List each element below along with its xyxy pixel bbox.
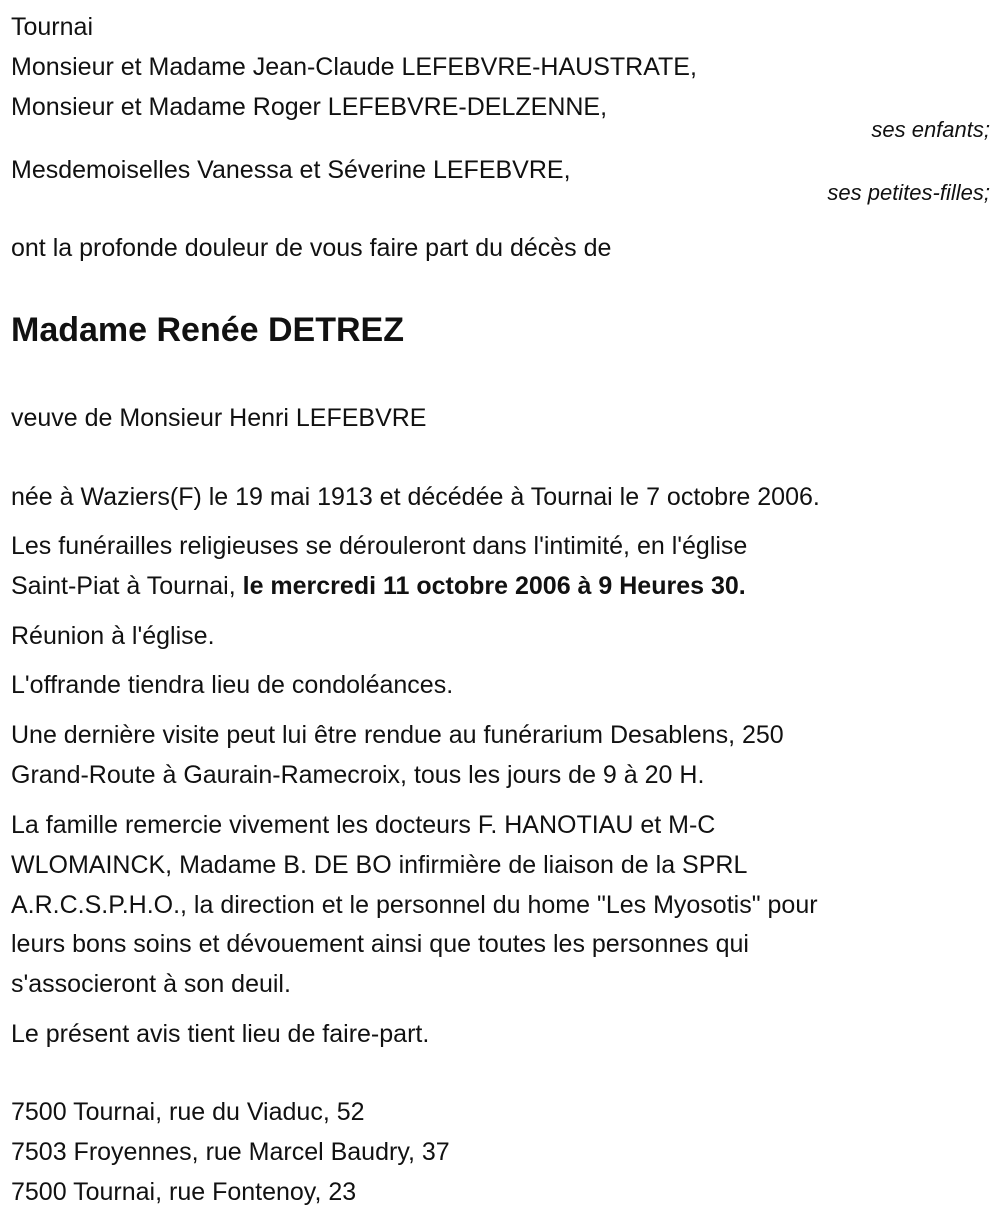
thanks-line-1: La famille remercie vivement les docteurs F. HANOTIAU et M-C bbox=[11, 811, 716, 839]
address-2: 7503 Froyennes, rue Marcel Baudry, 37 bbox=[11, 1138, 450, 1166]
offering: L'offrande tiendra lieu de condoléances. bbox=[11, 671, 454, 699]
grandchildren: Mesdemoiselles Vanessa et Séverine LEFEBVRE, bbox=[11, 156, 571, 184]
visit-line-1: Une dernière visite peut lui être rendue au funérarium Desablens, 250 bbox=[11, 721, 784, 749]
child-1: Monsieur et Madame Jean-Claude LEFEBVRE-HAUSTRATE, bbox=[11, 53, 697, 81]
notice: Le présent avis tient lieu de faire-part. bbox=[11, 1020, 430, 1048]
funeral-line-2 bbox=[11, 570, 746, 602]
children-label: ses enfants; bbox=[871, 117, 990, 142]
funeral-date: le mercredi 11 octobre 2006 à 9 Heures 30. bbox=[242, 572, 746, 600]
funeral-place: Saint-Piat à Tournai, bbox=[11, 572, 243, 600]
visit-line-2: Grand-Route à Gaurain-Ramecroix, tous les jours de 9 à 20 H. bbox=[11, 761, 705, 789]
thanks-line-5: s'associeront à son deuil. bbox=[11, 970, 291, 998]
announcement: ont la profonde douleur de vous faire part du décès de bbox=[11, 234, 612, 262]
reunion: Réunion à l'église. bbox=[11, 622, 215, 650]
child-2: Monsieur et Madame Roger LEFEBVRE-DELZENNE, bbox=[11, 93, 608, 121]
address-3: 7500 Tournai, rue Fontenoy, 23 bbox=[11, 1178, 357, 1206]
birth-death: née à Waziers(F) le 19 mai 1913 et décédée à Tournai le 7 octobre 2006. bbox=[11, 483, 820, 511]
thanks-line-4: leurs bons soins et dévouement ainsi que toutes les personnes qui bbox=[11, 930, 749, 958]
address-1: 7500 Tournai, rue du Viaduc, 52 bbox=[11, 1098, 365, 1126]
thanks-line-3: A.R.C.S.P.H.O., la direction et le personnel du home "Les Myosotis" pour bbox=[11, 891, 818, 919]
grandchildren-label: ses petites-filles; bbox=[827, 180, 990, 205]
deceased-name: Madame Renée DETREZ bbox=[11, 311, 404, 349]
widow-of: veuve de Monsieur Henri LEFEBVRE bbox=[11, 404, 427, 432]
funeral-line-1: Les funérailles religieuses se dérouleront dans l'intimité, en l'église bbox=[11, 532, 748, 560]
thanks-line-2: WLOMAINCK, Madame B. DE BO infirmière de liaison de la SPRL bbox=[11, 851, 748, 879]
city: Tournai bbox=[11, 13, 93, 41]
